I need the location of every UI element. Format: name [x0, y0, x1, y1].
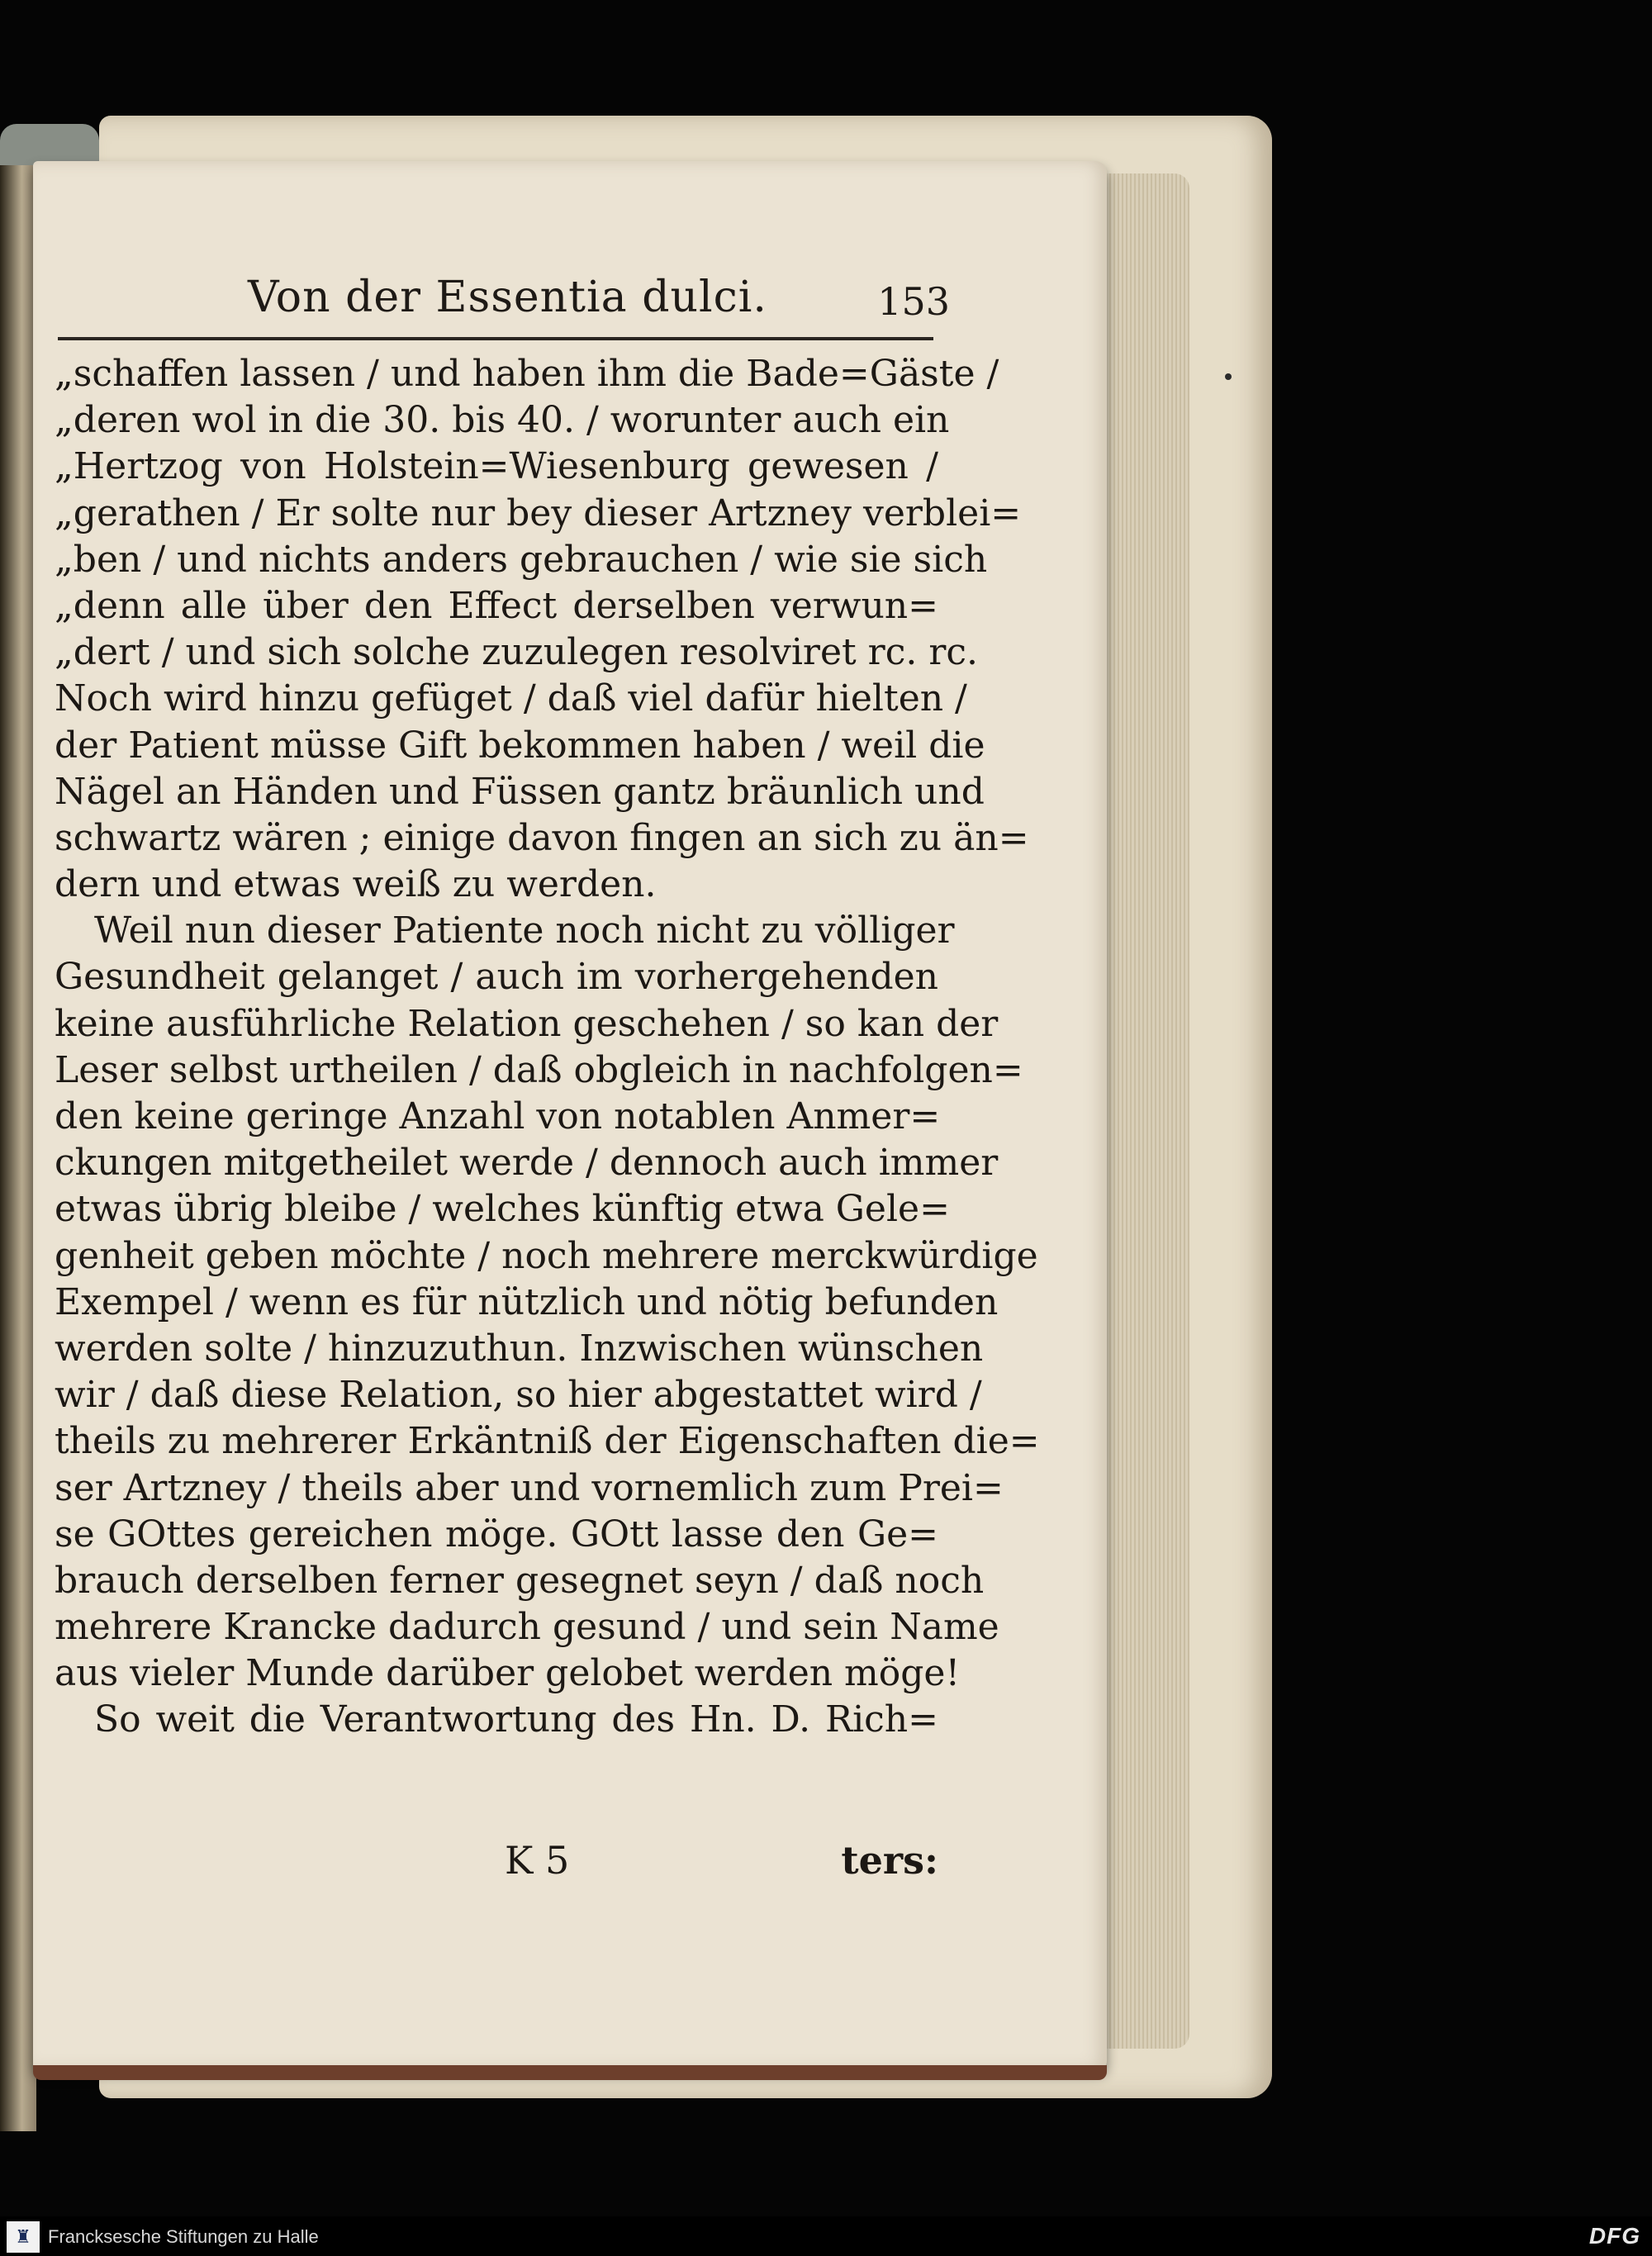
text-line: der Patient müsse Gift bekommen haben / weil die — [55, 724, 985, 767]
text-line: „ben / und nichts anders gebrauchen / wie sie sich — [55, 538, 988, 581]
text-line: wir / daß diese Relation, so hier abgestattet wird / — [55, 1374, 982, 1417]
text-line: „dert / und sich solche zuzulegen resolviret rc. rc. — [55, 631, 978, 674]
viewer-footer-bar — [0, 2216, 1652, 2256]
text-line: schwartz wären ; einige davon fingen an sich zu än= — [55, 816, 1029, 859]
text-line: den keine geringe Anzahl von notablen Anmer= — [55, 1095, 941, 1137]
text-line: Noch wird hinzu gefüget / daß viel dafür hielten / — [55, 677, 967, 720]
logo-glyph: ♜ — [15, 2226, 31, 2248]
text-line: Weil nun dieser Patiente noch nicht zu völliger — [94, 910, 955, 952]
text-line: mehrere Krancke dadurch gesund / und sein Name — [55, 1606, 999, 1649]
text-line: So weit die Verantwortung des Hn. D. Rich= — [94, 1698, 938, 1741]
text-line: se GOttes gereichen möge. GOtt lasse den Ge= — [55, 1513, 938, 1555]
page-bottom-edge — [33, 2065, 1107, 2080]
text-line: etwas übrig bleibe / welches künftig etwa Gele= — [55, 1188, 950, 1231]
text-line: werden solte / hinzuzuthun. Inzwischen wünschen — [55, 1327, 984, 1370]
page-number: 153 — [877, 279, 950, 324]
dust-speck — [1225, 373, 1232, 380]
text-line: Nägel an Händen und Füssen gantz bräunlich und — [55, 770, 985, 813]
body-text — [55, 351, 1040, 1744]
text-line: „deren wol in die 30. bis 40. / worunter auch ein — [55, 399, 950, 442]
header-rule — [58, 337, 933, 340]
text-line: dern und etwas weiß zu werden. — [55, 863, 657, 906]
text-line: theils zu mehrerer Erkäntniß der Eigenschaften die= — [55, 1420, 1040, 1463]
text-line: ser Artzney / theils aber und vornemlich zum Prei= — [55, 1466, 1004, 1509]
text-line: genheit geben möchte / noch mehrere merckwürdige — [55, 1234, 1038, 1277]
catchword: ters: — [841, 1838, 938, 1883]
header-title: Von der Essentia dulci. — [248, 273, 767, 322]
page-footer — [55, 1838, 938, 1888]
text-line: keine ausführliche Relation geschehen / so kan der — [55, 1002, 999, 1045]
text-line: Leser selbst urtheilen / daß obgleich in nachfolgen= — [55, 1048, 1023, 1091]
text-line: „Hertzog von Holstein=Wiesenburg gewesen / — [55, 445, 938, 488]
text-line: „denn alle über den Effect derselben verwun= — [55, 584, 938, 627]
text-line: brauch derselben ferner gesegnet seyn / daß noch — [55, 1559, 985, 1602]
text-line: „gerathen / Er solte nur bey dieser Artzney verblei= — [55, 492, 1022, 534]
text-line: aus vieler Munde darüber gelobet werden möge! — [55, 1652, 961, 1695]
dfg-logo-icon[interactable]: DFG — [1588, 2223, 1640, 2249]
institution-logo-icon[interactable] — [7, 2221, 40, 2253]
book-spine — [0, 165, 36, 2131]
signature-mark: K 5 — [505, 1838, 570, 1883]
text-line: Exempel / wenn es für nützlich und nötig befunden — [55, 1280, 999, 1323]
text-line: Gesundheit gelanget / auch im vorhergehenden — [55, 956, 938, 999]
running-header — [223, 273, 950, 339]
text-line: ckungen mitgetheilet werde / dennoch auch immer — [55, 1142, 999, 1185]
text-line: „schaffen lassen / und haben ihm die Bade=Gäste / — [55, 353, 999, 395]
institution-name[interactable]: Francksesche Stiftungen zu Halle — [48, 2226, 319, 2247]
